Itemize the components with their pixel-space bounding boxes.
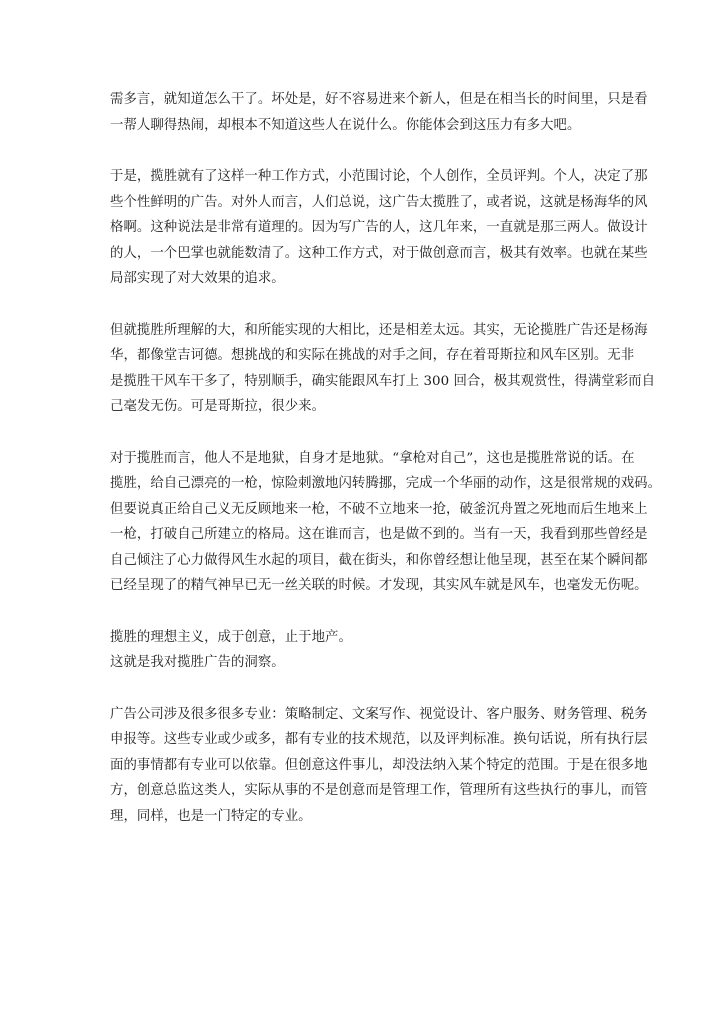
text-line: 揽胜，给自己漂亮的一枪，惊险刺激地闪转腾挪，完成一个华丽的动作，这是很常规的戏码。 <box>110 476 662 491</box>
text-line: 的人，一个巴掌也就能数清了。这种工作方式，对于做创意而言，极其有效率。也就在某些 <box>110 245 648 261</box>
text-line: 对于揽胜而言，他人不是地狱，自身才是地狱。“拿枪对自己”，这也是揽胜常说的话。在 <box>110 450 635 466</box>
paragraph-7 <box>110 702 648 830</box>
text-line: 广告公司涉及很多很多专业：策略制定、文案写作、视觉设计、客户服务、财务管理、税务 <box>110 706 648 722</box>
text-line: 已经呈现了的精气神早已无一丝关联的时候。才发现，其实风车就是风车，也毫发无伤呢。 <box>110 578 648 593</box>
text-line: 自己倾注了心力做得风生水起的项目，截在街头，和你曾经想让他呈现，甚至在某个瞬间都 <box>110 552 648 568</box>
document-page <box>110 87 662 855</box>
text-line: 格啊。这种说法是非常有道理的。因为写广告的人，这几年来，一直就是那三两人。做设计 <box>110 220 648 235</box>
text-line: 揽胜的理想主义，成于创意，止于地产。 <box>110 629 352 645</box>
text-line: 华，都像堂吉诃德。想挑战的和实际在挑战的对手之间，存在着哥斯拉和风车区别。无非 <box>110 348 635 363</box>
paragraph-6 <box>110 650 620 676</box>
text-line: 于是，揽胜就有了这样一种工作方式，小范围讨论，个人创作，全员评判。个人，决定了那 <box>110 169 648 184</box>
text-line: 是揽胜干风车干多了，特别顺手，确实能跟风车打上 300 回合，极其观赏性，得满堂彩而自 <box>110 373 656 389</box>
text-line: 但要说真正给自己义无反顾地来一枪，不破不立地来一抢，破釜沉舟置之死地而后生地来上 <box>110 501 648 517</box>
text-line: 理，同样，也是一门特定的专业。 <box>110 808 312 824</box>
text-line: 这就是我对揽胜广告的洞察。 <box>110 655 285 670</box>
text-line: 己毫发无伤。可是哥斯拉，很少来。 <box>110 399 326 414</box>
paragraph-2 <box>110 164 648 292</box>
text-line: 些个性鲜明的广告。对外人而言，人们总说，这广告太揽胜了，或者说，这就是杨海华的风 <box>110 194 648 210</box>
text-line: 面的事情都有专业可以依靠。但创意这件事儿，却没法纳入某个特定的范围。于是在很多地 <box>110 757 648 773</box>
text-line: 一枪，打破自己所建立的格局。这在谁而言，也是做不到的。当有一天，我看到那些曾经是 <box>110 527 648 542</box>
text-line: 但就揽胜所理解的大，和所能实现的大相比，还是相差太远。其实，无论揽胜广告还是杨海 <box>110 322 648 338</box>
text-line: 局部实现了对大效果的追求。 <box>110 271 285 286</box>
paragraph-4 <box>110 446 662 599</box>
text-line: 申报等。这些专业或少或多，都有专业的技术规范，以及评判标准。换句话说，所有执行层 <box>110 732 648 747</box>
text-line: 需多言，就知道怎么干了。坏处是，好不容易进来个新人，但是在相当长的时间里，只是看 <box>110 92 648 107</box>
paragraph-1 <box>110 87 648 138</box>
paragraph-3 <box>110 318 656 420</box>
paragraph-5 <box>110 625 620 651</box>
text-line: 一帮人聊得热闹，却根本不知道这些人在说什么。你能体会到这压力有多大吧。 <box>110 117 581 133</box>
text-line: 方，创意总监这类人，实际从事的不是创意而是管理工作，管理所有这些执行的事儿，而管 <box>110 783 648 798</box>
